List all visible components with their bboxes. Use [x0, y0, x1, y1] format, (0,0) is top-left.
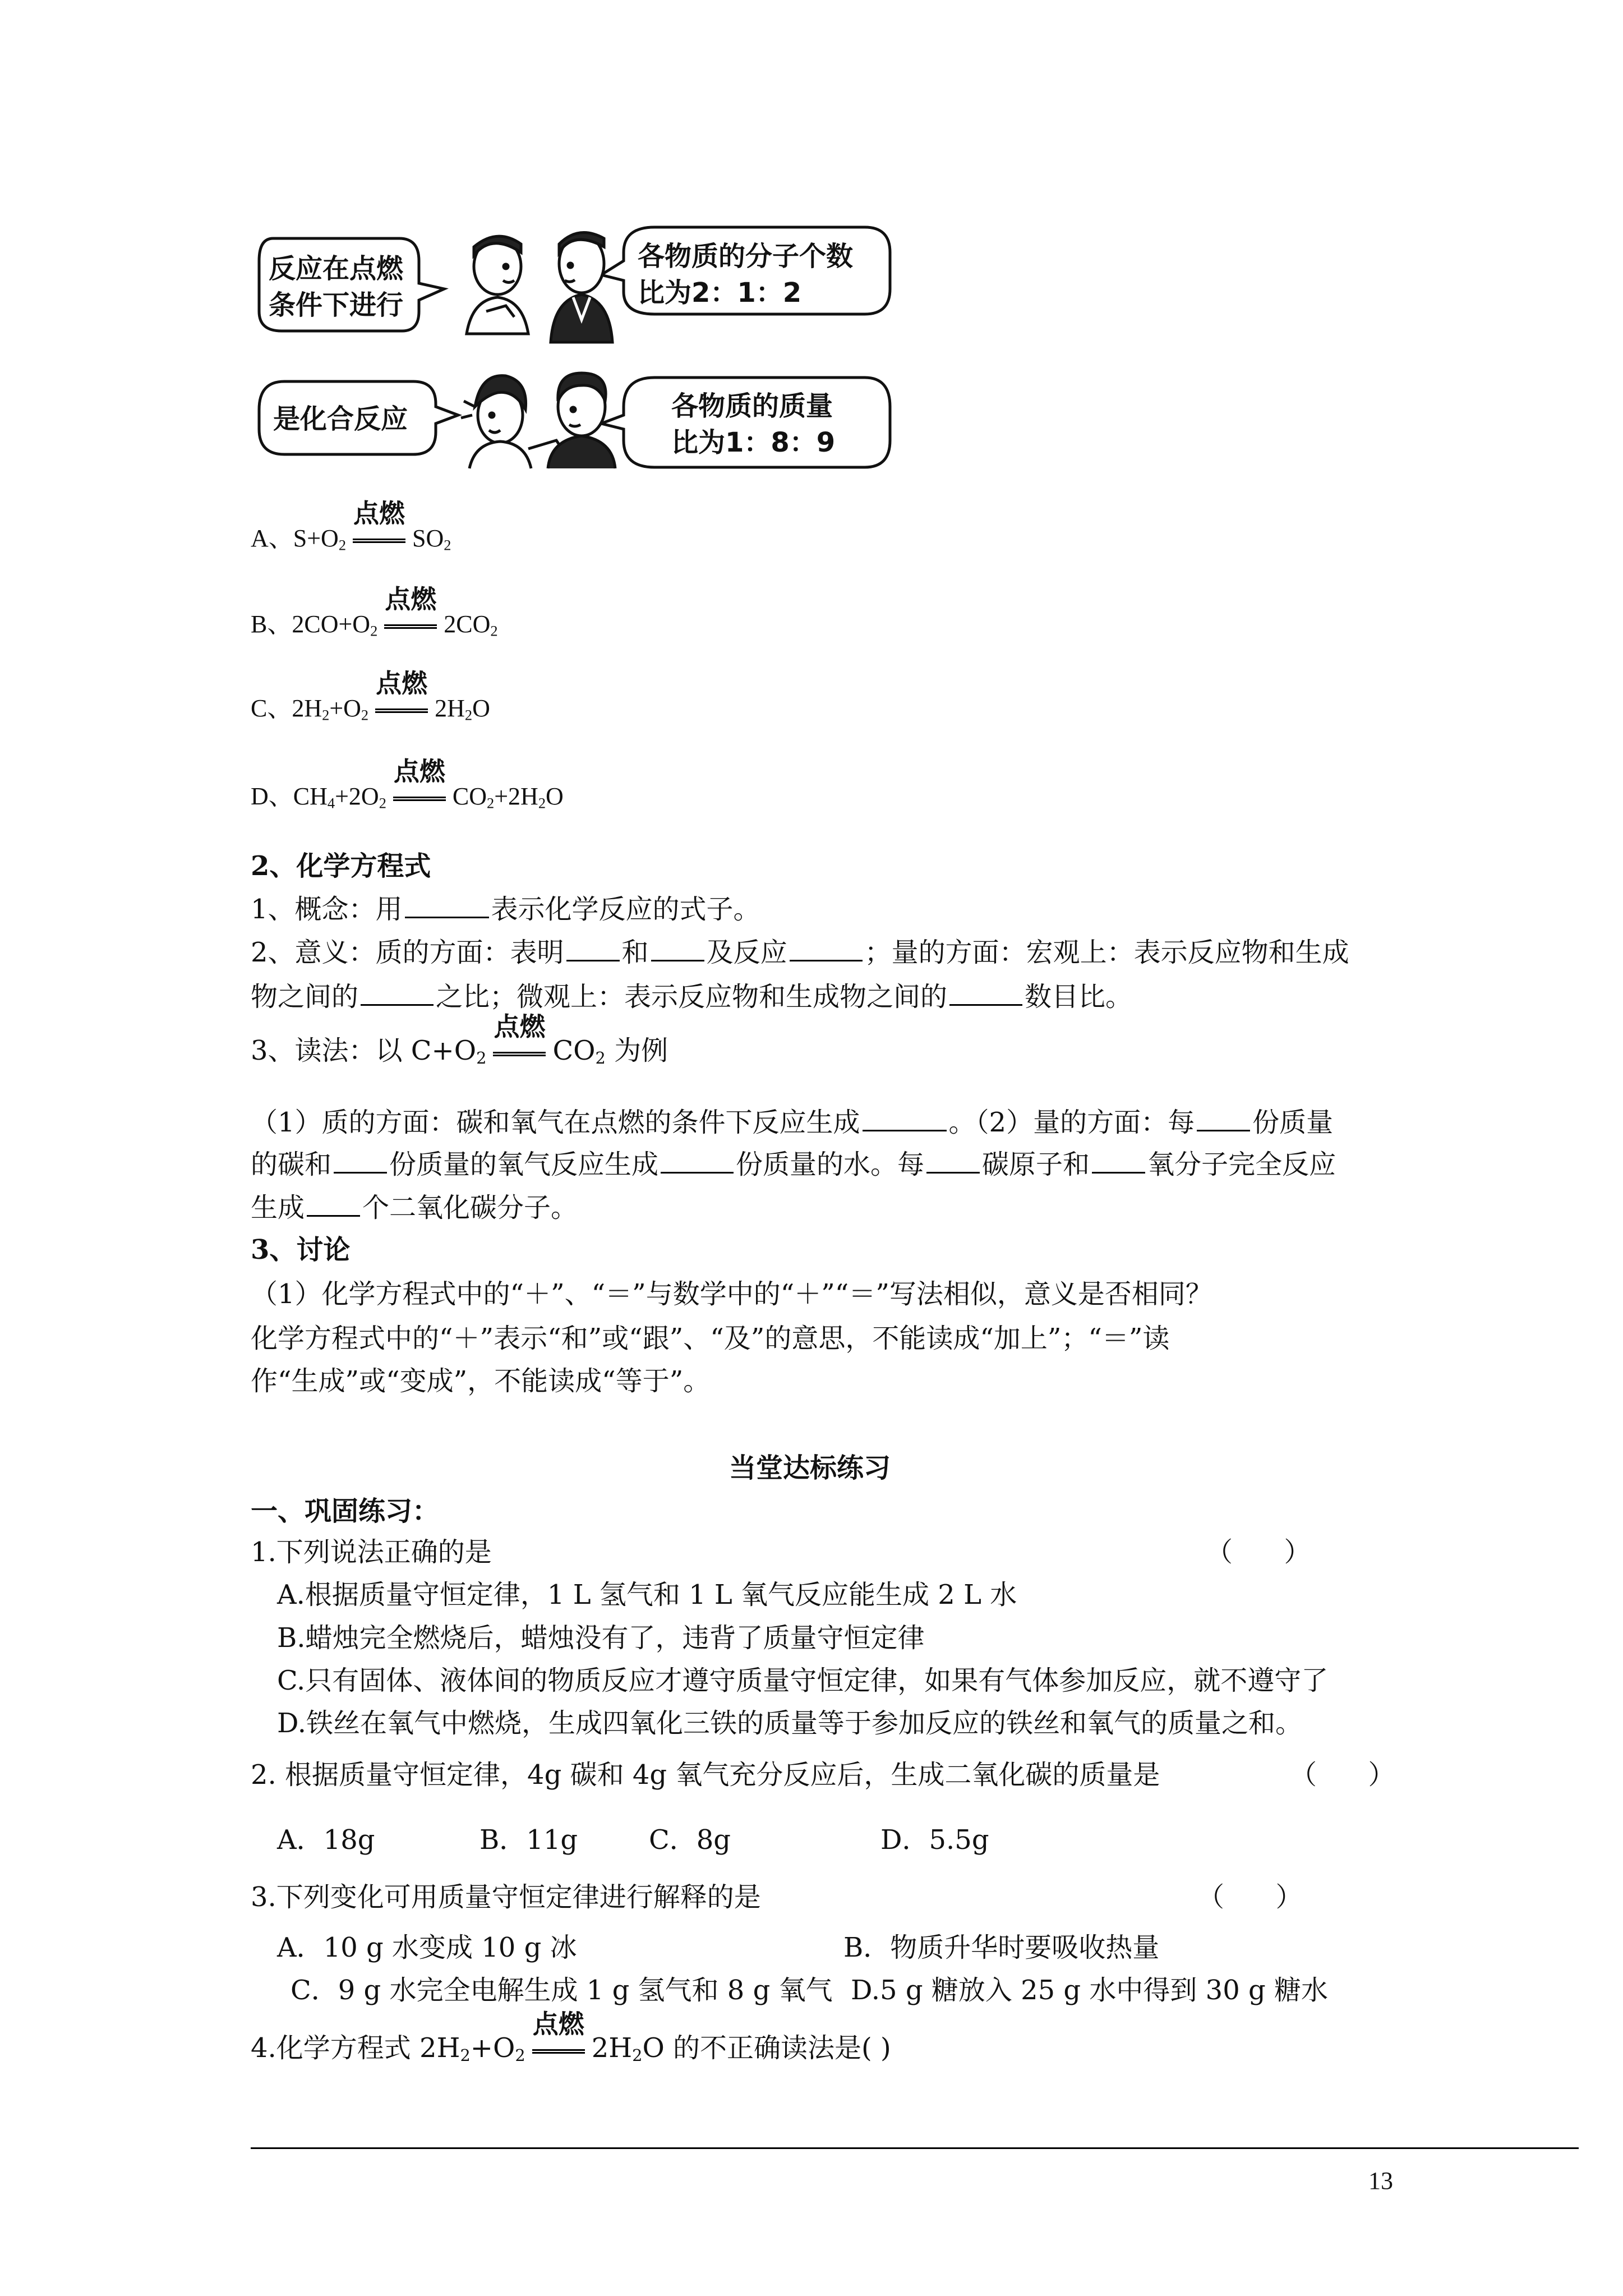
- fill-in-blank: [926, 1147, 980, 1174]
- text-segment: +2O: [335, 783, 379, 810]
- bubble-bottom-left-line-1: 是化合反应: [273, 403, 408, 435]
- text-segment: 2CO: [444, 610, 491, 638]
- equation-option-c: [251, 668, 490, 732]
- subscript: 2: [338, 536, 347, 554]
- question-2-answer-paren: （ ）: [1290, 1759, 1395, 1791]
- text-segment: 2H: [435, 694, 465, 722]
- discussion-line-1: （1）化学方程式中的“＋”、“＝”与数学中的“＋”“＝”写法相似，意义是否相同？: [251, 1278, 1212, 1310]
- text-segment: 物之间的: [251, 981, 359, 1013]
- subscript: 2: [487, 794, 495, 812]
- question-1-option-d: D.铁丝在氧气中燃烧，生成四氧化三铁的质量等于参加反应的铁丝和氧气的质量之和。: [277, 1708, 1303, 1739]
- fill-in-blank: [566, 935, 620, 961]
- subscript: 2: [464, 706, 473, 724]
- fill-in-blank: [949, 979, 1022, 1006]
- reading-detail-line-2: [251, 1147, 1336, 1181]
- subscript: 2: [444, 536, 451, 554]
- subscript: 2: [595, 1048, 606, 1068]
- reaction-condition-label: 点燃: [376, 668, 428, 698]
- double-line-sign: [493, 1052, 546, 1056]
- text-segment: 表示化学反应的式子。: [491, 894, 760, 925]
- reaction-condition-label: 点燃: [385, 584, 437, 614]
- text-segment: ；量的方面：宏观上：表示反应物和生成: [864, 937, 1349, 968]
- subscript: 2: [322, 706, 330, 724]
- fill-in-blank: [361, 979, 434, 1006]
- fill-in-blank: [334, 1147, 387, 1174]
- question-3-option-d: D.5 g 糖放入 25 g 水中得到 30 g 糖水: [851, 1975, 1328, 2006]
- question-1-stem: 1.下列说法正确的是: [251, 1536, 492, 1568]
- section-heading-chemical-equation: 2、化学方程式: [251, 850, 431, 882]
- text-segment: 4.化学方程式 2H: [251, 2032, 460, 2064]
- question-1-answer-paren: （ ）: [1206, 1536, 1311, 1568]
- subscript: 2: [460, 2046, 471, 2065]
- reaction-condition: [377, 584, 444, 632]
- reading-detail-line-3: [251, 1190, 578, 1225]
- fill-in-blank: [1197, 1105, 1250, 1131]
- text-segment: 2、意义：质的方面：表明: [251, 937, 564, 968]
- question-4-stem: [251, 2009, 891, 2072]
- discussion-line-3: 作“生成”或“变成”，不能读成“等于”。: [251, 1365, 711, 1397]
- equation-option-a: [251, 498, 451, 562]
- reaction-condition: [386, 756, 453, 804]
- bubble-top-left-line-1: 反应在点燃: [269, 253, 404, 284]
- question-1-option-b: B.蜡烛完全燃烧后，蜡烛没有了，违背了质量守恒定律: [277, 1622, 925, 1654]
- subscript: 2: [538, 794, 546, 812]
- fill-in-blank: [790, 935, 863, 961]
- text-segment: +O: [329, 694, 361, 722]
- equation-option-b: [251, 584, 498, 648]
- discussion-line-2: 化学方程式中的“＋”表示“和”或“跟”、“及”的意思，不能读成“加上”；“＝”读: [251, 1323, 1170, 1354]
- equation-option-d: [251, 756, 564, 820]
- reaction-condition-label: 点燃: [494, 1011, 546, 1042]
- question-2-option-d: D．5.5g: [880, 1824, 989, 1856]
- question-2-option-c: C．8g: [649, 1824, 731, 1856]
- text-segment: （1）质的方面：碳和氧气在点燃的条件下反应生成: [251, 1107, 860, 1138]
- subscript: 2: [515, 2046, 525, 2065]
- person-top-right-icon: [551, 233, 612, 342]
- double-line-sign: [353, 539, 405, 543]
- question-1-option-c: C.只有固体、液体间的物质反应才遵守质量守恒定律，如果有气体参加反应，就不遵守了: [277, 1665, 1329, 1696]
- question-3-option-c: C．9 g 水完全电解生成 1 g 氢气和 8 g 氧气: [291, 1975, 833, 2006]
- text-segment: 。（2）量的方面：每: [948, 1107, 1195, 1138]
- subscript: 4: [327, 794, 335, 812]
- double-line-sign: [532, 2049, 585, 2054]
- dialogue-cartoon: [251, 222, 893, 469]
- text-segment: 及反应: [706, 937, 787, 968]
- bubble-bottom-right-line-2: 比为1：8：9: [671, 427, 836, 458]
- text-segment: 和: [621, 937, 649, 968]
- subscript: 2: [632, 2046, 643, 2065]
- fill-in-blank: [307, 1190, 360, 1217]
- text-segment: 碳原子和: [982, 1149, 1090, 1180]
- question-3-stem: 3.下列变化可用质量守恒定律进行解释的是: [251, 1881, 761, 1913]
- subscript: 2: [490, 622, 498, 639]
- text-segment: O: [472, 694, 490, 722]
- text-segment: 之比；微观上：表示反应物和生成物之间的: [436, 981, 948, 1013]
- text-segment: O 的不正确读法是( ): [642, 2032, 891, 2064]
- text-segment: 数目比。: [1025, 981, 1133, 1013]
- question-3-option-a: A．10 g 水变成 10 g 冰: [277, 1932, 577, 1963]
- double-line-sign: [393, 797, 446, 801]
- question-2-option-b: B．11g: [479, 1824, 578, 1856]
- question-3-answer-paren: （ ）: [1197, 1881, 1303, 1913]
- double-line-sign: [384, 624, 437, 629]
- bubble-top-right-line-1: 各物质的分子个数: [638, 241, 854, 272]
- practice-subheading: 一、巩固练习：: [251, 1496, 440, 1527]
- reaction-condition: [346, 498, 412, 546]
- text-segment: B、2CO+O: [251, 610, 371, 638]
- text-segment: 1、概念：用: [251, 894, 403, 925]
- text-segment: +O: [470, 2032, 515, 2064]
- text-segment: D、CH: [251, 783, 328, 810]
- text-segment: 个二氧化碳分子。: [362, 1192, 578, 1223]
- subscript: 2: [379, 794, 386, 812]
- section-heading-discussion: 3、讨论: [251, 1234, 351, 1266]
- text-segment: 的碳和: [251, 1149, 332, 1180]
- bubble-bottom-right-line-1: 各物质的质量: [671, 390, 833, 422]
- meaning-line-2: [251, 979, 1132, 1014]
- text-segment: CO: [552, 1035, 596, 1066]
- concept-line: [251, 892, 760, 926]
- subscript: 2: [370, 622, 378, 639]
- question-2-option-a: A．18g: [277, 1824, 375, 1856]
- reading-detail-line-1: [251, 1105, 1333, 1139]
- text-segment: A、S+O: [251, 524, 339, 552]
- fill-in-blank: [405, 892, 489, 918]
- fill-in-blank: [661, 1147, 734, 1174]
- question-3-option-b: B．物质升华时要吸收热量: [843, 1932, 1160, 1963]
- fill-in-blank: [863, 1105, 947, 1131]
- text-segment: SO: [412, 524, 444, 552]
- text-segment: 份质量: [1252, 1107, 1334, 1138]
- person-top-left-icon: [467, 236, 528, 334]
- reaction-condition: [525, 2009, 592, 2057]
- meaning-line-1: [251, 935, 1349, 969]
- question-1-option-a: A.根据质量守恒定律，1 L 氢气和 1 L 氧气反应能生成 2 L 水: [277, 1579, 1017, 1611]
- text-segment: 份质量的水。每: [736, 1149, 925, 1180]
- page-number: 13: [1368, 2167, 1393, 2194]
- text-segment: +2H: [494, 783, 538, 810]
- text-segment: 份质量的氧气反应生成: [389, 1149, 659, 1180]
- text-segment: 生成: [251, 1192, 305, 1223]
- reaction-condition-label: 点燃: [353, 498, 405, 528]
- practice-title: 当堂达标练习: [729, 1452, 891, 1484]
- reaction-condition: [368, 668, 435, 716]
- question-2-stem: 2. 根据质量守恒定律，4g 碳和 4g 氧气充分反应后，生成二氧化碳的质量是: [251, 1759, 1160, 1791]
- bubble-top-right-line-2: 比为2：1：2: [638, 277, 802, 309]
- footer-divider: [251, 2147, 1579, 2149]
- text-segment: C、2H: [251, 694, 322, 722]
- subscript: 2: [361, 706, 369, 724]
- text-segment: 氧分子完全反应: [1147, 1149, 1336, 1180]
- text-segment: 为例: [605, 1035, 668, 1066]
- text-segment: CO: [452, 783, 487, 810]
- reaction-condition-label: 点燃: [393, 756, 445, 786]
- text-segment: 3、读法：以 C+O: [251, 1035, 477, 1066]
- subscript: 2: [476, 1048, 487, 1068]
- text-segment: O: [546, 783, 564, 810]
- reading-line: [251, 1011, 668, 1075]
- bubble-top-left-line-2: 条件下进行: [269, 289, 404, 321]
- text-segment: 2H: [591, 2032, 633, 2064]
- reaction-condition: [486, 1011, 552, 1060]
- fill-in-blank: [651, 935, 704, 961]
- reaction-condition-label: 点燃: [532, 2009, 584, 2039]
- double-line-sign: [375, 708, 428, 713]
- fill-in-blank: [1092, 1147, 1145, 1174]
- person-bottom-left-icon: [461, 376, 562, 468]
